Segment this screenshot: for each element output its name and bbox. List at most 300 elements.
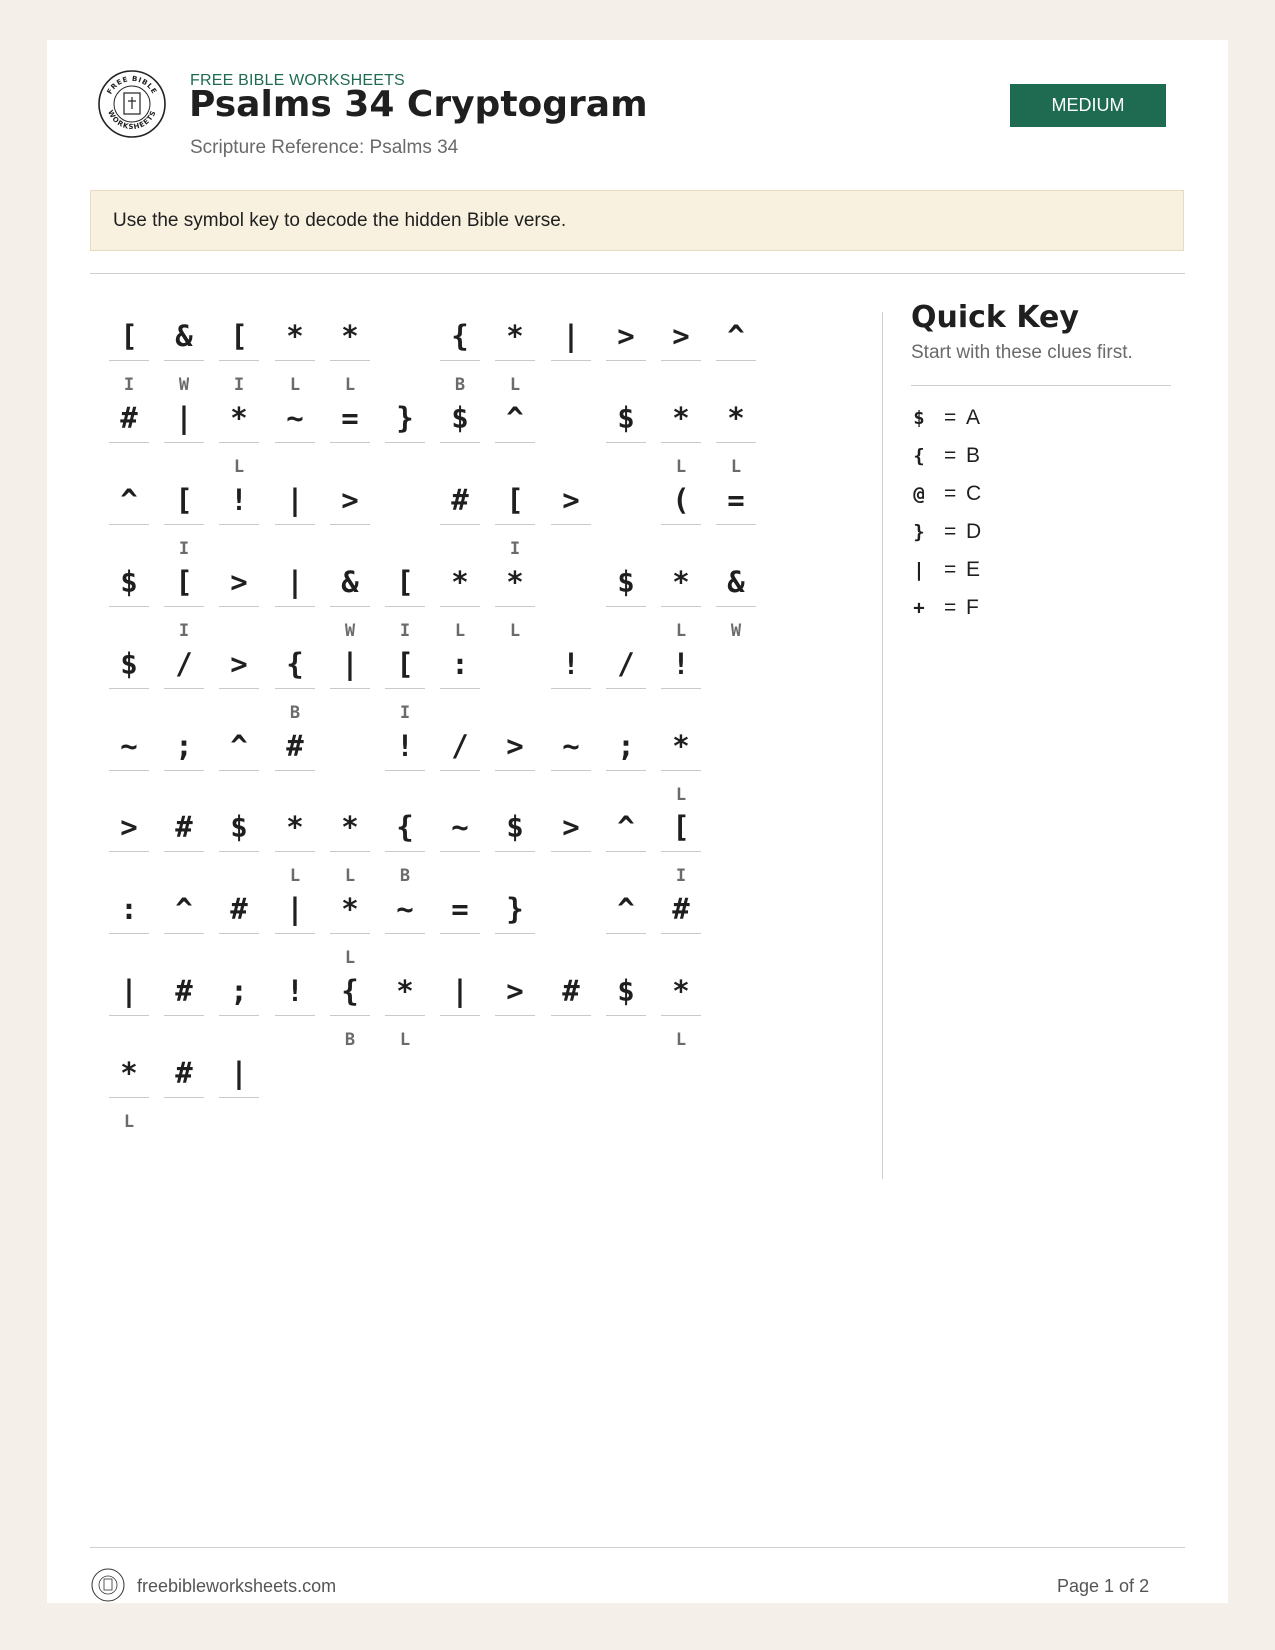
key-equals: = — [944, 406, 957, 429]
hint-letter: I — [178, 621, 190, 641]
footer-site-link[interactable]: freebibleworksheets.com — [137, 1576, 337, 1596]
cipher-symbol: $ — [617, 565, 635, 599]
cipher-symbol: } — [506, 892, 524, 926]
answer-line[interactable] — [219, 851, 259, 852]
answer-line[interactable] — [385, 606, 425, 607]
hint-letter: L — [399, 1030, 411, 1050]
cipher-symbol: ! — [672, 647, 690, 681]
cryptogram-grid — [47, 40, 877, 1160]
cipher-symbol: > — [230, 565, 248, 599]
footer-logo — [91, 1568, 125, 1602]
cipher-cell[interactable] — [495, 550, 535, 668]
answer-line[interactable] — [164, 933, 204, 934]
answer-line[interactable] — [109, 770, 149, 771]
answer-line[interactable] — [219, 524, 259, 525]
cipher-symbol: $ — [617, 974, 635, 1008]
hint-letter: I — [233, 375, 245, 395]
answer-line[interactable] — [109, 1015, 149, 1016]
cipher-symbol: | — [341, 647, 359, 681]
cipher-symbol: ^ — [506, 401, 524, 435]
answer-line[interactable] — [495, 851, 535, 852]
cipher-symbol: * — [451, 565, 469, 599]
cipher-symbol: > — [506, 729, 524, 763]
answer-line[interactable] — [219, 442, 259, 443]
answer-line[interactable] — [385, 1015, 425, 1016]
answer-line[interactable] — [440, 524, 480, 525]
answer-line[interactable] — [440, 770, 480, 771]
cipher-symbol: * — [396, 974, 414, 1008]
answer-line[interactable] — [164, 442, 204, 443]
answer-line[interactable] — [661, 606, 701, 607]
key-entry — [911, 400, 1111, 436]
cipher-cell[interactable] — [551, 795, 591, 913]
hint-letter: I — [399, 703, 411, 723]
cipher-symbol: ^ — [727, 319, 745, 353]
hint-letter — [551, 1030, 591, 1052]
cipher-symbol: $ — [230, 810, 248, 844]
key-letter: B — [966, 444, 981, 467]
answer-line[interactable] — [606, 933, 646, 934]
key-entry — [911, 552, 1111, 588]
cipher-symbol: | — [562, 319, 580, 353]
cipher-symbol: { — [341, 974, 359, 1008]
answer-line[interactable] — [330, 524, 370, 525]
hint-letter: L — [675, 785, 687, 805]
cipher-symbol: : — [451, 647, 469, 681]
quick-key-title: Quick Key — [911, 300, 1079, 335]
hint-letter: L — [730, 457, 742, 477]
logo-text-top: FREE BIBLE — [105, 74, 159, 96]
key-symbol: | — [913, 559, 925, 581]
cipher-symbol: * — [672, 565, 690, 599]
vertical-divider — [882, 312, 883, 1179]
key-symbol: } — [913, 521, 925, 543]
answer-line[interactable] — [219, 933, 259, 934]
hint-letter: I — [399, 621, 411, 641]
answer-line[interactable] — [495, 524, 535, 525]
answer-line[interactable] — [551, 770, 591, 771]
cipher-cell[interactable] — [551, 468, 591, 586]
cipher-cell[interactable] — [330, 632, 370, 750]
cipher-symbol: # — [286, 729, 304, 763]
answer-line[interactable] — [330, 851, 370, 852]
cipher-symbol: : — [120, 892, 138, 926]
cipher-cell[interactable] — [219, 1041, 259, 1159]
cipher-symbol: ( — [672, 483, 690, 517]
hint-letter: L — [233, 457, 245, 477]
answer-line[interactable] — [330, 688, 370, 689]
answer-line[interactable] — [330, 360, 370, 361]
cipher-symbol: [ — [506, 483, 524, 517]
answer-line[interactable] — [551, 524, 591, 525]
hint-letter: B — [399, 866, 411, 886]
cipher-symbol: [ — [396, 647, 414, 681]
hint-letter — [606, 1030, 646, 1052]
cipher-symbol: / — [451, 729, 469, 763]
answer-line[interactable] — [606, 606, 646, 607]
cipher-symbol: [ — [672, 810, 690, 844]
answer-line[interactable] — [440, 442, 480, 443]
hint-letter: B — [289, 703, 301, 723]
answer-line[interactable] — [440, 933, 480, 934]
key-letter: A — [966, 406, 981, 429]
key-symbol: @ — [913, 483, 925, 505]
cipher-symbol: ^ — [617, 810, 635, 844]
hint-letter: L — [675, 621, 687, 641]
answer-line[interactable] — [661, 1015, 701, 1016]
key-equals: = — [944, 558, 957, 581]
answer-line[interactable] — [219, 688, 259, 689]
hint-letter — [275, 1030, 315, 1052]
answer-line[interactable] — [440, 851, 480, 852]
difficulty-badge: MEDIUM — [1010, 84, 1166, 127]
cipher-symbol: | — [175, 401, 193, 435]
cipher-symbol: * — [341, 892, 359, 926]
answer-line[interactable] — [164, 1097, 204, 1098]
cipher-symbol: [ — [396, 565, 414, 599]
hint-letter: L — [344, 375, 356, 395]
answer-line[interactable] — [109, 524, 149, 525]
cipher-symbol: > — [562, 483, 580, 517]
cipher-symbol: * — [672, 729, 690, 763]
hint-letter: I — [675, 866, 687, 886]
answer-line[interactable] — [385, 770, 425, 771]
answer-line[interactable] — [275, 1015, 315, 1016]
hint-letter: I — [509, 539, 521, 559]
cipher-symbol: ^ — [120, 483, 138, 517]
answer-line[interactable] — [385, 688, 425, 689]
cipher-symbol: [ — [120, 319, 138, 353]
answer-line[interactable] — [275, 851, 315, 852]
answer-line[interactable] — [606, 360, 646, 361]
cipher-symbol: [ — [175, 483, 193, 517]
answer-line[interactable] — [109, 442, 149, 443]
cipher-cell[interactable] — [661, 959, 701, 1077]
answer-line[interactable] — [661, 524, 701, 525]
key-letter: C — [966, 482, 982, 505]
cipher-symbol: & — [175, 319, 193, 353]
hint-letter: L — [289, 866, 301, 886]
key-entry — [911, 438, 1111, 474]
logo-text-bottom: WORKSHEETS — [106, 108, 158, 132]
key-equals: = — [944, 596, 957, 619]
answer-line[interactable] — [275, 442, 315, 443]
answer-line[interactable] — [495, 442, 535, 443]
answer-line[interactable] — [716, 524, 756, 525]
cipher-symbol: > — [120, 810, 138, 844]
cipher-symbol: * — [506, 565, 524, 599]
answer-line[interactable] — [495, 1015, 535, 1016]
answer-line[interactable] — [661, 688, 701, 689]
key-equals: = — [944, 444, 957, 467]
answer-line[interactable] — [219, 1015, 259, 1016]
hint-letter: L — [344, 866, 356, 886]
page-number: Page 1 of 2 — [1057, 1576, 1150, 1596]
answer-line[interactable] — [330, 442, 370, 443]
cipher-symbol: ~ — [451, 810, 469, 844]
cipher-symbol: * — [727, 401, 745, 435]
answer-line[interactable] — [716, 360, 756, 361]
answer-line[interactable] — [164, 360, 204, 361]
hint-letter — [385, 457, 425, 479]
cipher-symbol: * — [672, 974, 690, 1008]
key-equals: = — [944, 482, 957, 505]
answer-line[interactable] — [495, 933, 535, 934]
cipher-cell[interactable] — [385, 959, 425, 1077]
hint-letter: L — [123, 1112, 135, 1132]
cipher-symbol: ~ — [562, 729, 580, 763]
cipher-symbol: $ — [506, 810, 524, 844]
answer-line[interactable] — [109, 360, 149, 361]
cipher-symbol: ^ — [175, 892, 193, 926]
key-symbol: + — [913, 597, 925, 619]
hint-letter: I — [178, 539, 190, 559]
footer-divider — [90, 1547, 1185, 1548]
answer-line[interactable] — [495, 770, 535, 771]
cipher-symbol: ! — [230, 483, 248, 517]
answer-line[interactable] — [164, 688, 204, 689]
cipher-symbol: * — [230, 401, 248, 435]
cipher-symbol: # — [175, 1056, 193, 1090]
cipher-cell[interactable] — [551, 304, 591, 422]
answer-line[interactable] — [551, 851, 591, 852]
answer-line[interactable] — [109, 606, 149, 607]
cipher-symbol: $ — [451, 401, 469, 435]
cipher-symbol: # — [120, 401, 138, 435]
hint-letter: L — [509, 375, 521, 395]
hint-letter — [551, 866, 591, 888]
hint-letter: W — [178, 375, 190, 395]
hint-letter: L — [289, 375, 301, 395]
cipher-symbol: * — [506, 319, 524, 353]
hint-letter — [551, 375, 591, 397]
answer-line[interactable] — [109, 1097, 149, 1098]
cipher-symbol: / — [175, 647, 193, 681]
quick-key-subtitle: Start with these clues first. — [911, 342, 1133, 363]
cipher-symbol: > — [341, 483, 359, 517]
hint-letter: W — [344, 621, 356, 641]
answer-line[interactable] — [661, 442, 701, 443]
cipher-symbol: | — [286, 483, 304, 517]
answer-line[interactable] — [661, 933, 701, 934]
answer-line[interactable] — [219, 770, 259, 771]
cipher-symbol: | — [230, 1056, 248, 1090]
cipher-symbol: > — [562, 810, 580, 844]
key-letter: D — [966, 520, 982, 543]
cipher-symbol: ~ — [120, 729, 138, 763]
cipher-symbol: | — [286, 565, 304, 599]
key-letter: E — [966, 558, 981, 581]
cipher-symbol: $ — [120, 565, 138, 599]
answer-line[interactable] — [275, 770, 315, 771]
cipher-symbol: ^ — [617, 892, 635, 926]
quick-key-divider — [911, 385, 1171, 386]
hint-letter: L — [675, 457, 687, 477]
scripture-reference: Scripture Reference: Psalms 34 — [190, 137, 459, 158]
hint-letter — [495, 1030, 535, 1052]
hint-letter: L — [454, 621, 466, 641]
answer-line[interactable] — [164, 851, 204, 852]
answer-line[interactable] — [275, 606, 315, 607]
answer-line[interactable] — [109, 851, 149, 852]
answer-line[interactable] — [440, 688, 480, 689]
cipher-symbol: * — [672, 401, 690, 435]
answer-line[interactable] — [495, 606, 535, 607]
cipher-symbol: ~ — [396, 892, 414, 926]
answer-line[interactable] — [606, 770, 646, 771]
cipher-symbol: = — [341, 401, 359, 435]
answer-line[interactable] — [551, 1015, 591, 1016]
hint-letter — [606, 457, 646, 479]
answer-line[interactable] — [606, 1015, 646, 1016]
cipher-symbol: # — [451, 483, 469, 517]
key-symbol: { — [913, 445, 925, 467]
cipher-symbol: # — [230, 892, 248, 926]
cipher-symbol: # — [175, 974, 193, 1008]
cipher-symbol: ! — [562, 647, 580, 681]
cipher-symbol: = — [451, 892, 469, 926]
cipher-symbol: | — [120, 974, 138, 1008]
cipher-cell[interactable] — [275, 959, 315, 1077]
answer-line[interactable] — [716, 606, 756, 607]
answer-line[interactable] — [495, 360, 535, 361]
hint-letter — [440, 1030, 480, 1052]
cipher-cell[interactable] — [551, 959, 591, 1077]
hint-letter: L — [675, 1030, 687, 1050]
hint-letter — [164, 1112, 204, 1134]
cipher-symbol: $ — [617, 401, 635, 435]
answer-line[interactable] — [330, 1015, 370, 1016]
cipher-symbol: { — [286, 647, 304, 681]
answer-line[interactable] — [385, 851, 425, 852]
cipher-symbol: * — [341, 319, 359, 353]
key-entry — [911, 590, 1111, 626]
cipher-symbol: ~ — [286, 401, 304, 435]
cipher-symbol: # — [175, 810, 193, 844]
answer-line[interactable] — [109, 688, 149, 689]
cipher-symbol: { — [396, 810, 414, 844]
hint-letter: I — [123, 375, 135, 395]
cipher-symbol: ; — [175, 729, 193, 763]
worksheet-page — [47, 40, 1228, 1603]
answer-line[interactable] — [606, 688, 646, 689]
cipher-symbol: / — [617, 647, 635, 681]
answer-line[interactable] — [164, 606, 204, 607]
cipher-symbol: ! — [286, 974, 304, 1008]
key-symbol: $ — [913, 407, 925, 429]
answer-line[interactable] — [661, 360, 701, 361]
answer-line[interactable] — [440, 360, 480, 361]
cipher-symbol: ^ — [230, 729, 248, 763]
cipher-symbol: & — [727, 565, 745, 599]
cipher-symbol: * — [286, 319, 304, 353]
cipher-symbol: } — [396, 401, 414, 435]
cipher-symbol: [ — [230, 319, 248, 353]
cipher-symbol: & — [341, 565, 359, 599]
cipher-symbol: ; — [617, 729, 635, 763]
key-entry — [911, 476, 1111, 512]
answer-line[interactable] — [551, 360, 591, 361]
hint-letter: B — [344, 1030, 356, 1050]
cipher-symbol: ! — [396, 729, 414, 763]
cipher-symbol: | — [451, 974, 469, 1008]
answer-line[interactable] — [164, 1015, 204, 1016]
answer-line[interactable] — [109, 933, 149, 934]
key-entry — [911, 514, 1111, 550]
hint-letter: L — [509, 621, 521, 641]
cipher-cell[interactable] — [440, 959, 480, 1077]
answer-line[interactable] — [551, 688, 591, 689]
answer-line[interactable] — [275, 360, 315, 361]
cipher-symbol: > — [672, 319, 690, 353]
answer-line[interactable] — [606, 851, 646, 852]
answer-line[interactable] — [330, 933, 370, 934]
cipher-cell[interactable] — [385, 386, 425, 504]
cipher-symbol: # — [672, 892, 690, 926]
answer-line[interactable] — [606, 442, 646, 443]
answer-line[interactable] — [275, 688, 315, 689]
cipher-symbol: > — [230, 647, 248, 681]
cipher-symbol: > — [617, 319, 635, 353]
cipher-cell[interactable] — [109, 1041, 149, 1159]
answer-line[interactable] — [164, 524, 204, 525]
cipher-symbol: * — [286, 810, 304, 844]
cipher-symbol: = — [727, 483, 745, 517]
answer-line[interactable] — [219, 1097, 259, 1098]
page-title: Psalms 34 Cryptogram — [189, 84, 648, 125]
cipher-cell[interactable] — [606, 959, 646, 1077]
hint-letter — [551, 539, 591, 561]
hint-letter: B — [454, 375, 466, 395]
hint-letter: L — [344, 948, 356, 968]
answer-line[interactable] — [219, 606, 259, 607]
answer-line[interactable] — [330, 606, 370, 607]
answer-line[interactable] — [440, 606, 480, 607]
answer-line[interactable] — [716, 442, 756, 443]
cipher-cell[interactable] — [606, 386, 646, 504]
answer-line[interactable] — [275, 524, 315, 525]
cipher-symbol: * — [341, 810, 359, 844]
answer-line[interactable] — [661, 770, 701, 771]
hint-letter — [219, 1112, 259, 1134]
answer-line[interactable] — [275, 933, 315, 934]
answer-line[interactable] — [219, 360, 259, 361]
cipher-cell[interactable] — [330, 959, 370, 1077]
cipher-cell[interactable] — [164, 1041, 204, 1159]
key-equals: = — [944, 520, 957, 543]
instructions-text: Use the symbol key to decode the hidden Bible verse. — [113, 209, 567, 231]
cipher-cell[interactable] — [495, 959, 535, 1077]
hint-letter — [330, 703, 370, 725]
cipher-symbol: | — [286, 892, 304, 926]
answer-line[interactable] — [164, 770, 204, 771]
brand-name: FREE BIBLE WORKSHEETS — [190, 72, 405, 89]
cipher-symbol: [ — [175, 565, 193, 599]
answer-line[interactable] — [385, 442, 425, 443]
cipher-symbol: # — [562, 974, 580, 1008]
answer-line[interactable] — [385, 933, 425, 934]
answer-line[interactable] — [661, 851, 701, 852]
cipher-symbol: $ — [120, 647, 138, 681]
cipher-symbol: > — [506, 974, 524, 1008]
answer-line[interactable] — [440, 1015, 480, 1016]
cipher-symbol: { — [451, 319, 469, 353]
hint-letter: W — [730, 621, 742, 641]
cipher-symbol: * — [120, 1056, 138, 1090]
key-letter: F — [966, 596, 979, 619]
cipher-cell[interactable] — [716, 550, 756, 668]
cipher-symbol: ; — [230, 974, 248, 1008]
